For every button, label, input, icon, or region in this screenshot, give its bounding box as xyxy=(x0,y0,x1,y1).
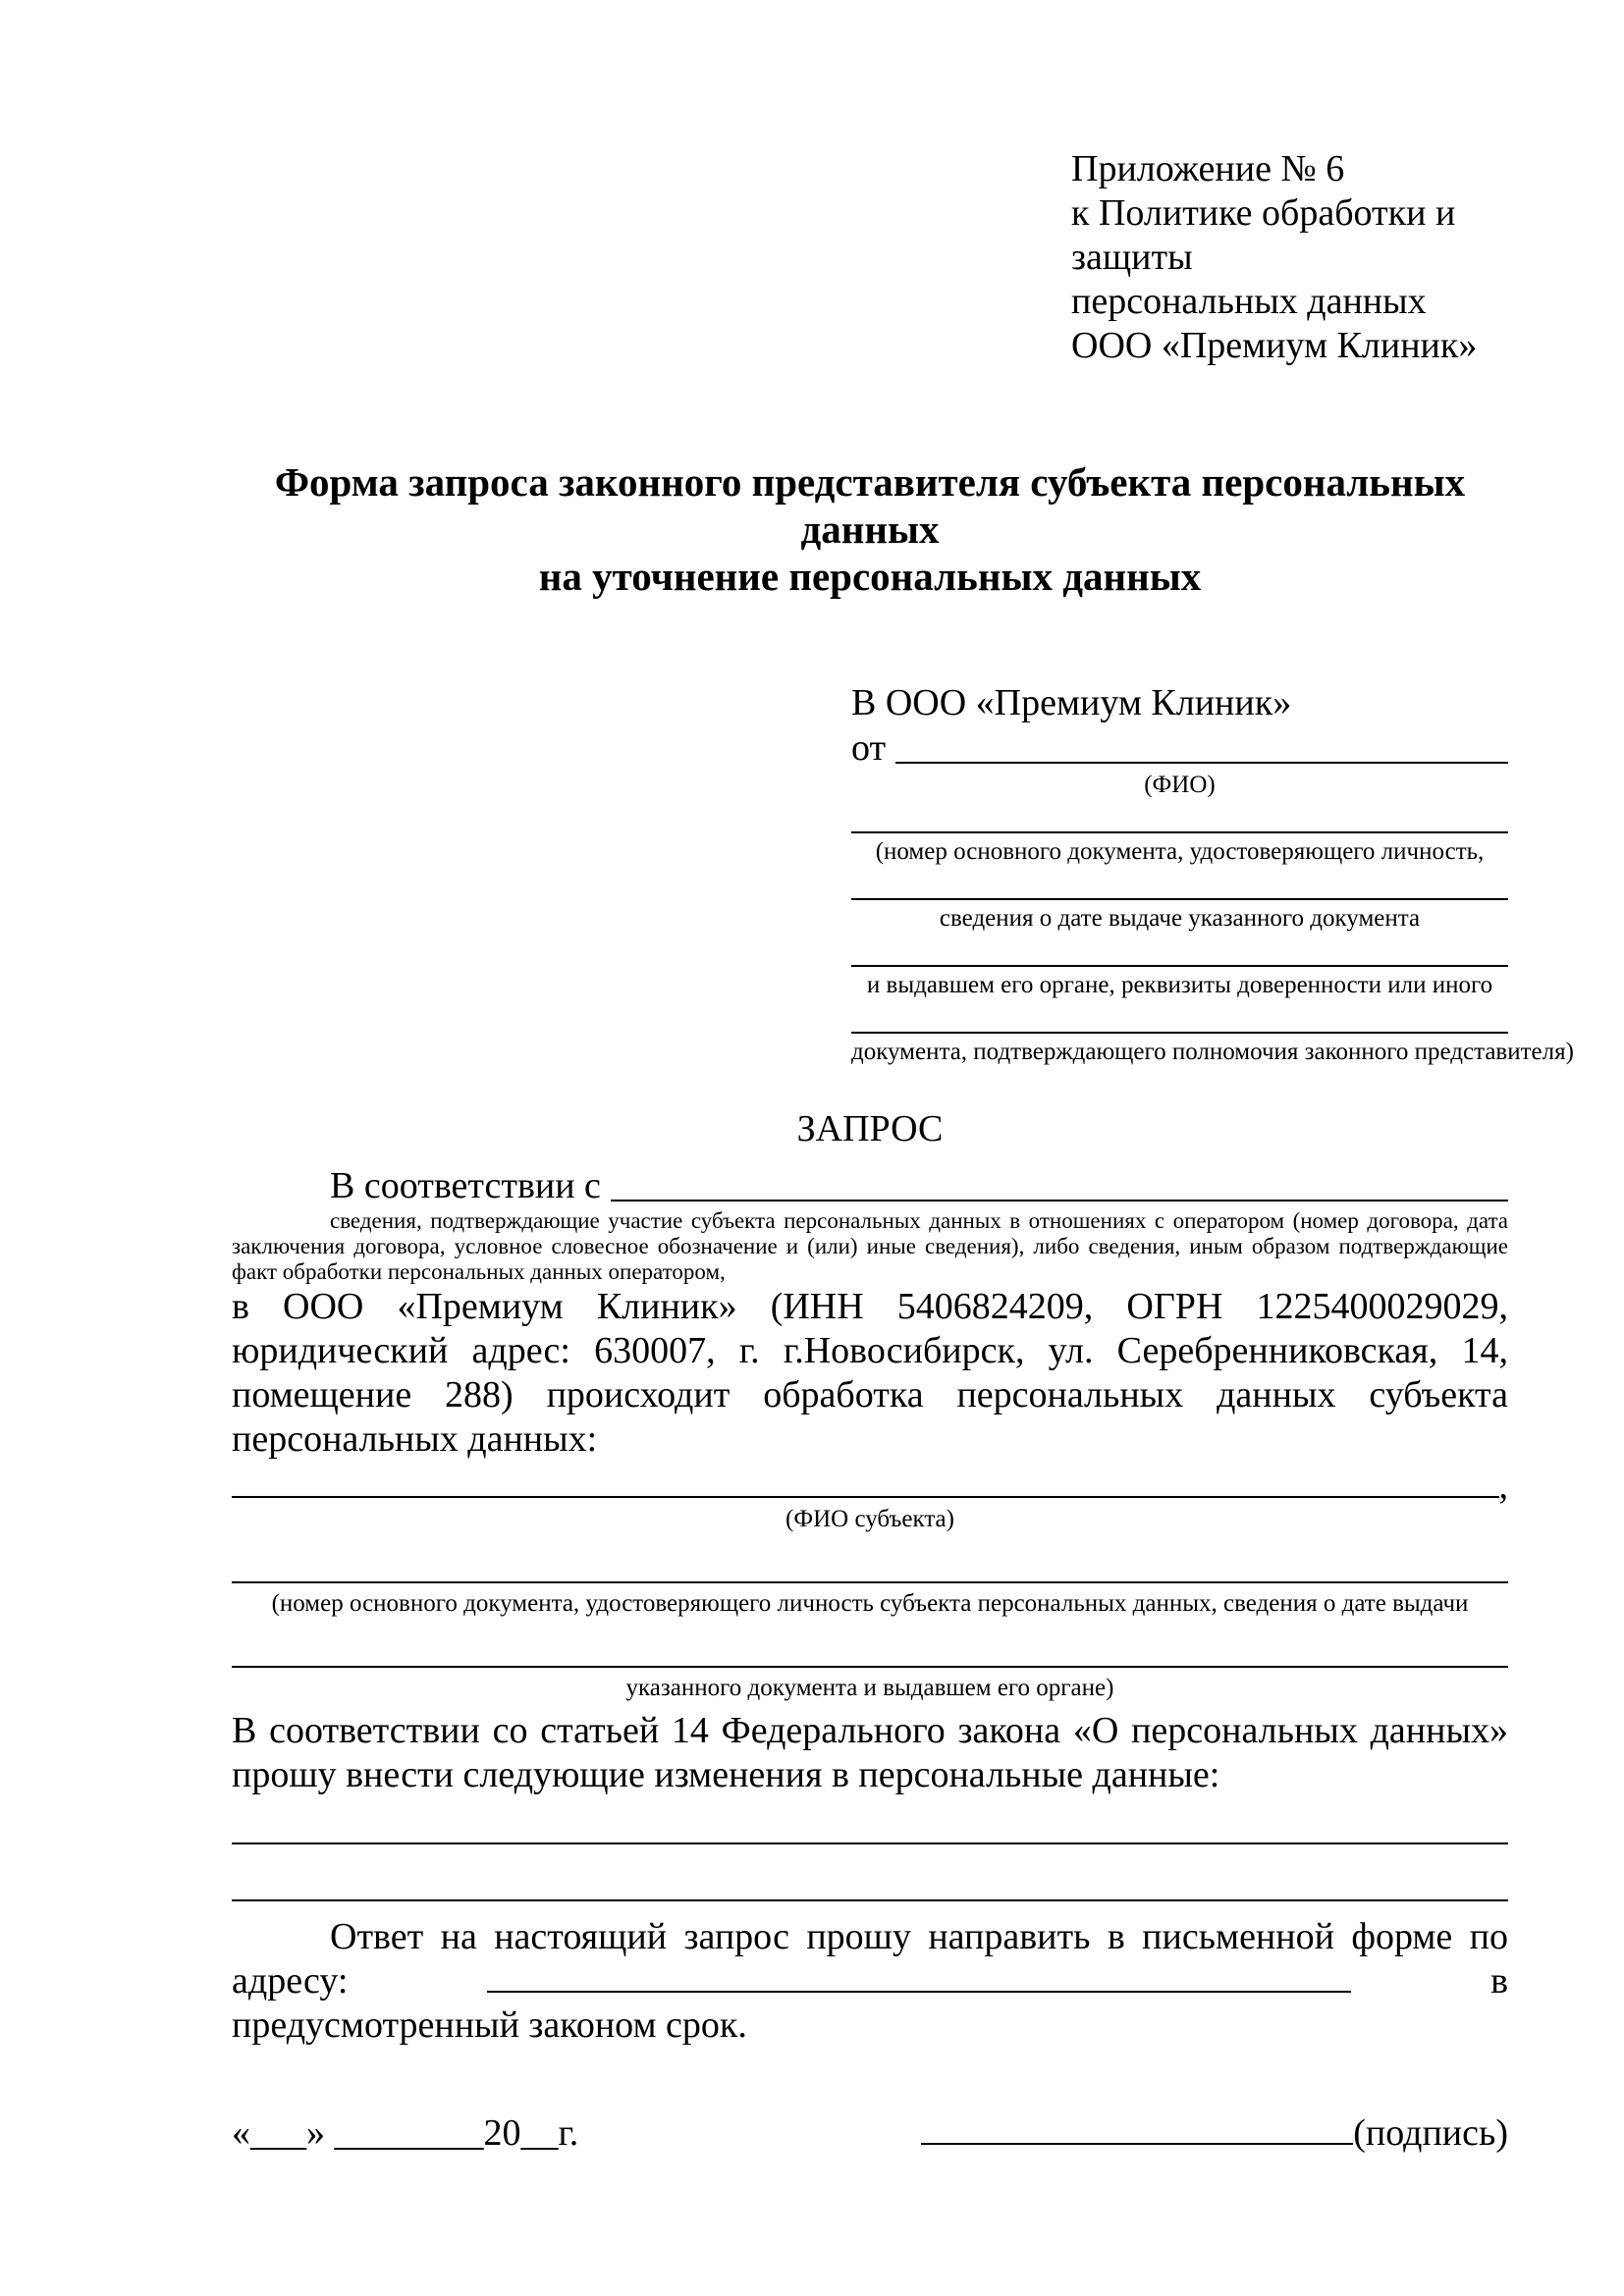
doc-info-line xyxy=(851,965,1508,967)
subject-fio-caption: (ФИО субъекта) xyxy=(785,1506,954,1532)
request-lead-note: сведения, подтверждающие участие субъекта персональных данных в отношениях с оператором (номер договора, дата заключения договора, условное словесное обозначение и (или) иные сведения), либо сведения, иным образом подтверждающие факт обработки персональных данных оператором, xyxy=(232,1208,1508,1284)
changes-fill-line xyxy=(232,1842,1508,1844)
doc-info-row xyxy=(851,831,1508,867)
date-field: «___» ________20__г. xyxy=(232,2112,579,2154)
doc-info-caption: сведения о дате выдаче указанного документа xyxy=(939,905,1421,932)
doc-info-row xyxy=(851,965,1508,1000)
from-row xyxy=(851,725,1508,771)
doc-info-caption: (номер основного документа, удостоверяющего личность, xyxy=(875,838,1485,865)
appendix-line-1: Приложение № 6 xyxy=(1071,148,1345,189)
request-lead-row xyxy=(232,1163,1508,1208)
subject-doc-caption: (номер основного документа, удостоверяющего личность субъекта персональных данных, сведения о дате выдачи xyxy=(271,1590,1469,1617)
subject-fio-line xyxy=(232,1496,1499,1498)
doc-info-caption: документа, подтверждающего полномочия законного представителя) xyxy=(851,1039,1574,1065)
subject-fio-row xyxy=(232,1462,1508,1505)
doc-info-row xyxy=(851,1032,1574,1067)
answer-lead-text: Ответ на настоящий запрос прошу направить в письменной форме по адресу: xyxy=(232,1916,1508,2002)
answer-paragraph xyxy=(232,1915,1508,2048)
answer-tail-text: в предусмотренный законом срок. xyxy=(232,1960,1509,2046)
doc-info-line xyxy=(851,898,1508,900)
signature-line xyxy=(921,2142,1353,2145)
appendix-line-4: ООО «Премиум Клиник» xyxy=(1071,325,1478,366)
document-title-line-1: Форма запроса законного представителя субъекта персональных данных xyxy=(274,459,1466,552)
subject-fio-comma: , xyxy=(1498,1466,1508,1507)
header-appendix-block xyxy=(1071,147,1508,368)
addressee-block xyxy=(851,680,1574,1067)
from-label: от xyxy=(851,727,887,769)
doc-info-row xyxy=(851,898,1508,934)
operator-paragraph: в ООО «Премиум Клиник» (ИНН 5406824209, ОГРН 1225400029029, юридический адрес: 630007, г. г.Новосибирск, ул. Серебренниковская, 14, помещение 288) происходит обработка персональных данных субъекта персональных данных: xyxy=(232,1286,1508,1460)
document-title-line-2: на уточнение персональных данных xyxy=(538,554,1202,599)
doc-info-line xyxy=(851,1032,1508,1034)
changes-fill-line xyxy=(232,1899,1508,1901)
fio-caption: (ФИО) xyxy=(1144,772,1216,798)
subject-doc-row xyxy=(232,1556,1508,1619)
doc-info-line xyxy=(851,831,1508,833)
request-lead-text: В соответствии с xyxy=(330,1165,601,1206)
subject-doc-line xyxy=(232,1556,1508,1583)
request-heading: ЗАПРОС xyxy=(796,1108,944,1149)
signature-caption: (подпись) xyxy=(1353,2112,1508,2154)
footer-row xyxy=(232,2110,1508,2156)
to-organization-text: В ООО «Премиум Клиник» xyxy=(851,682,1292,723)
subject-doc-caption: указанного документа и выдавшем его органе) xyxy=(625,1675,1114,1701)
appendix-line-3: персональных данных xyxy=(1071,281,1427,322)
answer-address-fill-line xyxy=(487,1990,1351,1993)
appendix-line-2: к Политике обработки и защиты xyxy=(1071,192,1456,278)
from-fill-line xyxy=(895,762,1508,764)
signature-block xyxy=(921,2110,1508,2156)
statute-paragraph: В соответствии со статьей 14 Федерального закона «О персональных данных» прошу внести следующие изменения в персональные данные: xyxy=(232,1710,1508,1795)
document-title xyxy=(232,458,1508,600)
subject-doc-line xyxy=(232,1640,1508,1668)
subject-doc-row xyxy=(232,1640,1508,1703)
request-lead-fill-line xyxy=(611,1200,1508,1201)
doc-info-caption: и выдавшем его органе, реквизиты доверенности или иного xyxy=(866,972,1493,998)
